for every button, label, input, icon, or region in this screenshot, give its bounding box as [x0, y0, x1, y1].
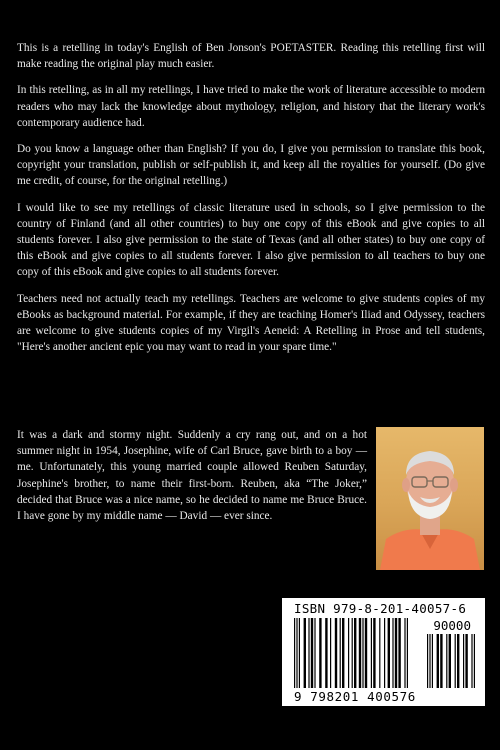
barcode-bar	[379, 618, 380, 688]
barcode-bar	[348, 618, 349, 688]
author-bio	[17, 427, 367, 524]
paragraph-accessibility: In this retelling, as in all my retellings, I have tried to make the work of literature accessible to modern readers who may lack the knowledge about mythology, religion, and history that the literary work's contemporary audience had.	[17, 84, 485, 129]
barcode-bar	[354, 618, 356, 688]
barcode-bar	[319, 618, 321, 688]
barcode-bar	[294, 618, 295, 688]
barcode-bar	[384, 618, 385, 688]
author-photo	[376, 427, 484, 570]
back-cover-description	[17, 40, 485, 365]
barcode-bar	[446, 634, 447, 688]
barcode-bar	[342, 618, 344, 688]
author-bio-text: It was a dark and stormy night. Suddenly a cry rang out, and on a hot summer night in 1954, Josephine, wife of Carl Bruce, gave birth to a boy — me. Unfortunately, this young married couple allowed Reuben Saturday, Josephine's brother, to name their first-born. Reuben, aka “The Joker,” decided that Bruce was a nice name, so he decided to name me Bruce Bruce. I have gone by my middle name — David — ever since.	[17, 429, 367, 523]
barcode-bar	[392, 618, 393, 688]
paragraph-intro: This is a retelling in today's English of Ben Jonson's POETASTER. Reading this retelling first will make reading the original play much easier.	[17, 42, 485, 71]
barcode-bar	[429, 634, 430, 688]
paragraph-teachers: Teachers need not actually teach my retellings. Teachers are welcome to give students copies of my eBooks as background material. For example, if they are teaching Homer's Iliad and Odyssey, teachers are welcome to give students copies of my Virgil's Aeneid: A Retelling in Prose and tell students, "Here's another ancient epic you may want to read in your spare time."	[17, 292, 485, 354]
barcode-bar	[457, 634, 459, 688]
barcode-bar	[304, 618, 306, 688]
barcode-bar	[427, 634, 428, 688]
barcode-digits: 9 798201 400576	[294, 689, 416, 704]
barcode-bar	[455, 634, 456, 688]
paragraph-translation: Do you know a language other than English? If you do, I give you permission to translate this book, copyright your translation, publish or self-publish it, and keep all the royalties for yourself. (Do give me credit, of course, for the original retelling.)	[17, 143, 485, 188]
barcode-bar	[407, 618, 408, 688]
barcode-bar	[325, 618, 327, 688]
barcode-bar	[362, 618, 363, 688]
isbn-barcode-block	[282, 598, 485, 706]
barcode-bar	[432, 634, 433, 688]
barcode-bar	[299, 618, 300, 688]
barcode-bar	[308, 618, 309, 688]
paragraph-schools: I would like to see my retellings of classic literature used in schools, so I give permission to the country of Finland (and all other countries) to buy one copy of this eBook and give copies to all students forever. I also give permission to the state of Texas (and all other states) to buy one copy of this eBook and give copies to all students forever. I also give permission to all teachers to buy one copy of this eBook and give copies to all students forever.	[17, 201, 485, 279]
barcode-bar	[314, 618, 315, 688]
isbn-label: ISBN 979-8-201-40057-6	[294, 601, 467, 616]
barcode-bar	[398, 618, 400, 688]
price-code: 90000	[433, 618, 471, 633]
barcode-bar	[395, 618, 397, 688]
barcode-bar	[463, 634, 464, 688]
barcode-bar	[465, 634, 467, 688]
barcode-bar	[437, 634, 439, 688]
barcode-bar	[449, 634, 451, 688]
barcode-bar	[311, 618, 313, 688]
barcode-bar	[373, 618, 375, 688]
barcode-bar	[471, 634, 472, 688]
barcode-bar	[440, 634, 442, 688]
barcode-bar	[359, 618, 361, 688]
barcode-bar	[352, 618, 353, 688]
barcode-bar	[371, 618, 372, 688]
barcode-bar	[340, 618, 341, 688]
author-portrait-image	[376, 427, 484, 570]
barcode-bar	[388, 618, 390, 688]
barcode-bar	[404, 618, 405, 688]
barcode-bar	[474, 634, 475, 688]
barcode-bar	[335, 618, 337, 688]
barcode-bar	[330, 618, 331, 688]
barcode-bar	[296, 618, 297, 688]
barcode-bar	[365, 618, 367, 688]
